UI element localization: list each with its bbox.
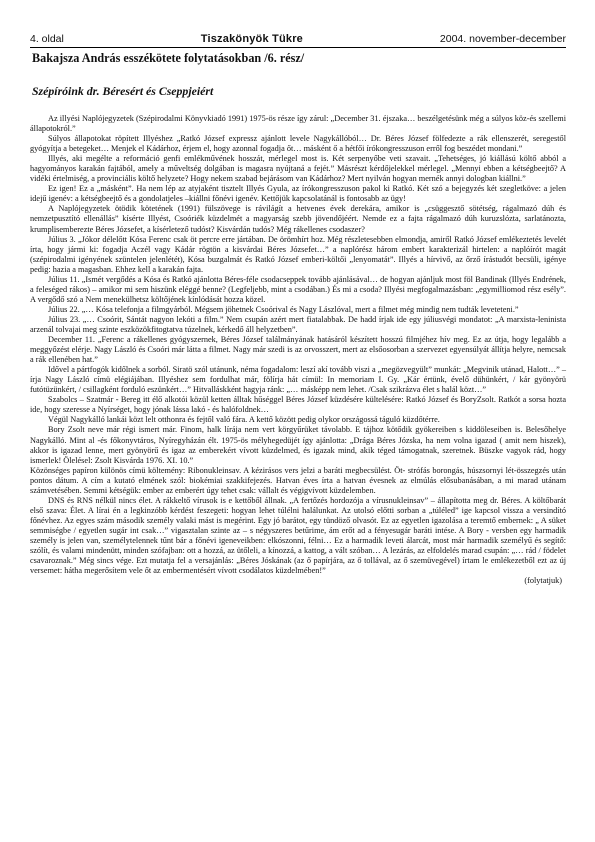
paragraph: Július 3. „Jókor délelőtt Kósa Ferenc csak öt percre erre jártában. De örömhírt hoz. Még részletesebben elmondja, amiről Ratkó József emlékeztetés levelét írta, hogy jármi ki: fogadja Aczél vagy Kádár rögtön a kisvárdai Béres Józsefet…” a naplórész három embert karakterizál hirtelen: a naplóírót magát (szépirodalmi igényének szüntelen jelenlétét), Kósa buzgalmát és Ratkó József emberi-költői „lenyomatát”. Illyés a hírvivő, az őrző írástudót becsüli, igénye pedig: hazia a magasban. Ehhez kell a karakán fajta. [30, 234, 566, 274]
page-header [30, 29, 566, 48]
issue-date: 2004. november-december [439, 33, 566, 45]
article-subtitle: Szépíróink dr. Béresért és Cseppjeiért [32, 84, 214, 98]
newspaper-page [30, 29, 566, 586]
paragraph: December 11. „Ferenc a rákellenes gyógyszernek, Béres József találmányának hatásáról készített hosszú filmjéhez hív meg. Ez az útja, hogy legalább a meggyőzést elérje. Nagy László és Csoóri már látta a filmet. Nagy már szedi is az orvosszert, mert az elsőosorban a szervezet egyensúlyát állítja helyre, nemcsak a rák ellenében hat.” [30, 335, 566, 365]
paragraph: Bory Zsolt neve már régi ismert már. Finom, halk lírája nem vert körgyűrüket távolabb. E tájhoz kötődik gyökereiben s kiddöleseiben is. Belesőhelye Nagykálló. Mint al -és főkonyvtáros, Nyíregyházán élt. 1975-ös mélyhegedüjét így ajánlotta: „Drága Béres Józska, ha nem volna igazad ( amit nem hiszek), akkor is igazad lenne, mert gyönyörű és igaz az emberekért vívott küzdelmed, és igazak mind, akik téged támogatnak, szeretnek. Büszke vagyok rád, hogy ismerlek! Ölelésel: Zsolt Kisvárda 1976. XI. 10.” [30, 425, 566, 465]
publication-name: Tiszakönyök Tükre [200, 33, 303, 45]
paragraph: Illyés, aki megélte a reformáció genfi emlékművének hosszát, mérlegel most is. Két serpenyőbe veti szavait. „Tehetséges, jó kiállású költő abból a hagyományos karakán fajtából, amely a műveltség dolgában is magasra nyújtaná a fejét.” Másrészt kérdőjelekkel mérlegel. „Mennyi ebben a kétségbeejtő? A vidéki értelmiség, a provinciális költő helyzete? Hogy nekem szabad bejárásom van Kádárhoz? Mert nyilván hogyan mernék annyi dologban kiállni.” [30, 154, 566, 184]
paragraph: Július 11. „Ismét vergődés a Kósa és Ratkó ajánlotta Béres-féle csodacseppek tovább ajánlásával… de hogyan ajánljuk most föl Bandinak (Illyés Endrének, a feleséged rákos) – amikor mi sem hiszünk eléggé benne? (Legfeljebb, mint a csodában.) És mi a csoda? Illyési megfogalmazásban: „egymilliomod rész esély”. A vergődő szó a Nem menekülhetsz költőjének kínlódását hozza közel. [30, 274, 566, 304]
paragraph: Végül Nagykálló lankái közt lelt otthonra és fejtől való fára. A kettő között pedig olykor országossá táguló küzdőtérre. [48, 415, 440, 425]
paragraph: Szabolcs – Szatmár - Bereg itt élő alkotói közül ketten álltak hűséggel Béres József küzdésére kültelésére: Ratkó József és BoryZsolt. Ratkót a sorsa hozta ide, hogy szeresse a Nyírséget, hogy jónak lássa lakó - és halófoldnek… [30, 395, 566, 415]
paragraph: DNS és RNS nélkül nincs élet. A rákkeltő vírusok is e kettőből állnak. „A fertőzés hordozója a vírusnukleinsav” – állapította meg dr. Béres. A költőbarát első szava: Élet. A lírai én a legkinzóbb kérdést feszegeti: hogyan lehet túlélni halálunkat. Az utolsó előtti sorban a „túléled” ige kapcsol vissza a versindító főnévhez. Az egyes szám második személy valaki mást is megérint. Egy jó barátot, egy tündöző olvasót. Ez az egyetlen igazolása a teremtő embernek: „ A süket semmiségbe / egyetlen sugár int csak…” vigasztalan szinte az – s négyszeres betűrime, ám erőt ad a fényesugár baráti intése. A Bory - versben egy harmadik személy is jelen van, személytelennek tűnt bár a főnévi igeneveikben: elkószonni, félni… Ez a harmadik leveti álarcát, most már harmadik személyű és segítő: szólít, és valami mindenütt, minden szófajban: ott a hozzá, az ütőleli, a kínozzá, a kattog, a vált szóban… A lezárás, az elfoldelés marad csupán: „… rád / födelet csavaroznak.” Még sincs vége. Ezt mutatja fel a versajánlás: „Béres Jóskának (az ő papírjára, az ő tollával, az ő szemüvegével) írtam le emlékezetből ezt az új versemet: hátha megerősítem vele őt az embermentésért vívott csodálatos küzdelmében!” [30, 495, 566, 576]
article-title: Bakajsza András esszékötete folytatásokban /6. rész/ [32, 51, 305, 65]
page-number: 4. oldal [30, 33, 64, 45]
paragraph: Idővel a pártfogók kidőlnek a sorból. Siratö szól utánunk, néma fogadalom: leszí akí tovább viszi a „megözvegyült” munkát: „Megvinik utánad, Halott…” – írja Nagy László címü elégiájában. Illyéshez sem fordulhat már, fölírja hát címül: In memoriam I. Gy. „Kár értünk, évelő dühünkért, / kár gyönyörü futótüzünkért, / csillagként forduló eszünkért…” Hitvalláskként hagyja ránk: „… másképp nem lehet. /Csak szikrázva élet s halál közt…” [30, 365, 566, 395]
continued-note: (folytatjuk) [524, 576, 562, 586]
paragraph: Közönséges papíron különös címü költemény: Ribonukleinsav. A kézirásos vers jelzi a baráti megbecsülést. Öt- strófás borongás, húszsornyi lét-összegzés után pontos dátum. A cím a kutató elmének szól: biokémiai szakkifejezés. Hatvan éves írta a hatvan évesnek az elmúlás elősubanásában, a mi marad utánam számvetésében. Semmi kétségük: ember az emberért úgy tehet csak: vállalt és végigvívott küzdelemben. [30, 465, 566, 495]
paragraph: A Naplójegyzetek ötödik kötetének (1991) fülszövege is rávilágít a hetvenes évek derekára, amikor is „csüggesztő sötétség, rágalmazó dúh és nemzetpusztító ellenállás” kísérte Illyést, Csoóriék küzdelmét a magyarság szebb jövendőjéért. Nemde ez a fajta rágalmazó dúh kuruzslózta, sarlatánozta, krumplisemberezte Béres Józsefet, a kísérletező tudóst? Kisvárdán tudós? Még rákellenes csodaszer? [30, 204, 566, 234]
article-body [30, 114, 566, 576]
paragraph: Július 22. „… Kósa telefonja a filmgyárból. Mégsem jöhetnek Csoórival és Nagy Lászlóval, mert a filmet még mindig nem tudták leveteteni.” [48, 304, 519, 314]
paragraph: Július 23. „… Csoórit, Sántát nagyon lekóti a film.” Nem csupán azért mert fiatalabbak. De hadd írjak ide egy júliusvégi mondatot: „A marxista-leninista arzenál tolvajai meg szinte eszközökfitogtatva túzelnek, kérkedő áll helyzetben”. [30, 314, 566, 334]
paragraph: Az illyési Naplójegyzetek (Szépirodalmi Könyvkiadó 1991) 1975-ös része így zárul: „December 31. éjszaka… beszélgetésünk még a súlyos köz-és szellemi állapotokról.” [30, 114, 566, 134]
paragraph: Ez igen! Ez a „másként”. Ha nem lép az atyjaként tisztelt Illyés Gyula, az írókongresszuson pakol ki Ratkó. Két szó a bejegyzés két szegletköve: a jelen idejű igenév: a kétségbeejtő és a gondolatjeles –kiállni főnévi igenév. Kettőjük kapcsolatánál is fontosabb az ügy! [30, 184, 566, 204]
paragraph: Súlyos állapotokat röpített Illyéshez „Ratkó József expressz ajánlott levele Nagykállóból… Dr. Béres József fölfedezte a rák ellenszerét, seregestől gyógyítja a betegeket… Menjek el Kádárhoz, érjem el, hogy azonnal fogadja őt… másként ő a hétfői írókongresszuson erről fog beszédet mondani.” [30, 134, 566, 154]
